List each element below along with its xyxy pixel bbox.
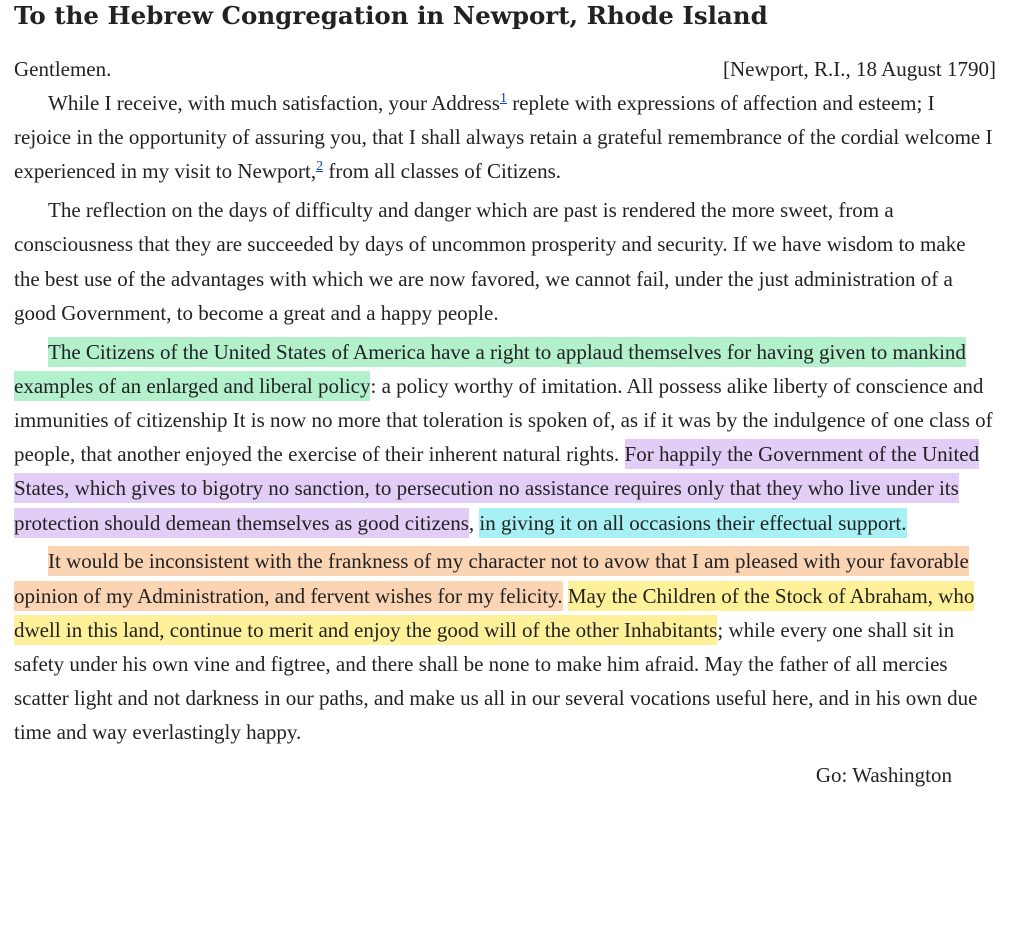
p1-text-a: While I receive, with much satisfaction, your Address (48, 91, 500, 115)
p3-plain-2: , (468, 510, 480, 535)
letter-body (14, 52, 996, 792)
dateline: [Newport, R.I., 18 August 1790] (723, 57, 996, 81)
highlight-yellow: May the Children of the Stock of Abraham, who dwell in this land, continue to merit and enjoy the good will of the other Inhabitants (14, 581, 974, 645)
p1-text-c: from all classes of Citizens. (323, 159, 562, 184)
highlight-cyan: in giving it on all occasions their effectual support. (479, 508, 906, 538)
p1-text-b: replete with expressions of affection and esteem; I rejoice in the opportunity of assuring you, that I shall always retain a grateful remembrance of the cordial welcome I experienced in my visit to Newport, (14, 91, 993, 184)
p3-plain-1: : a policy worthy of imitation. All possess alike liberty of conscience and immunities of citizenship It is now no more that toleration is spoken of, as if it was by the indulgence of one class of people, that another enjoyed the exercise of their inherent natural rights. (14, 373, 993, 467)
highlight-purple: For happily the Government of the United States, which gives to bigotry no sanction, to persecution no assistance requires only that they who live under its protection should demean themselves as good citizens (14, 439, 979, 537)
signature: Go: Washington (815, 762, 952, 787)
letter-header (14, 52, 996, 86)
paragraph-4 (14, 544, 996, 749)
page-title: To the Hebrew Congregation in Newport, Rhode Island (14, 1, 768, 30)
paragraph-3 (14, 335, 996, 540)
footnote-link-2[interactable]: 2 (316, 159, 324, 175)
p4-plain-2: ; while every one shall sit in safety under his own vine and figtree, and there shall be none to make him afraid. May the father of all mercies scatter light and not darkness in our paths, and make us all in our several vocations useful here, and in his own due time and way everlastingly happy. (14, 617, 978, 745)
highlight-green: The Citizens of the United States of America have a right to applaud themselves for having given to mankind examples of an enlarged and liberal policy (14, 337, 966, 401)
highlight-orange: It would be inconsistent with the frankness of my character not to avow that I am pleased with your favorable opinion of my Administration, and fervent wishes for my felicity. (14, 546, 969, 610)
footnote-link-1[interactable]: 1 (499, 91, 507, 106)
salutation: Gentlemen. (14, 57, 112, 81)
paragraph-2: The reflection on the days of difficulty and danger which are past is rendered the more sweet, from a consciousness that they are succeeded by days of uncommon prosperity and security. If we have wisdom to make the best use of the advantages with which we are now favored, we cannot fail, under the just administration of a good Government, to become a great and a happy people. (14, 198, 966, 325)
paragraph-1 (14, 86, 996, 189)
